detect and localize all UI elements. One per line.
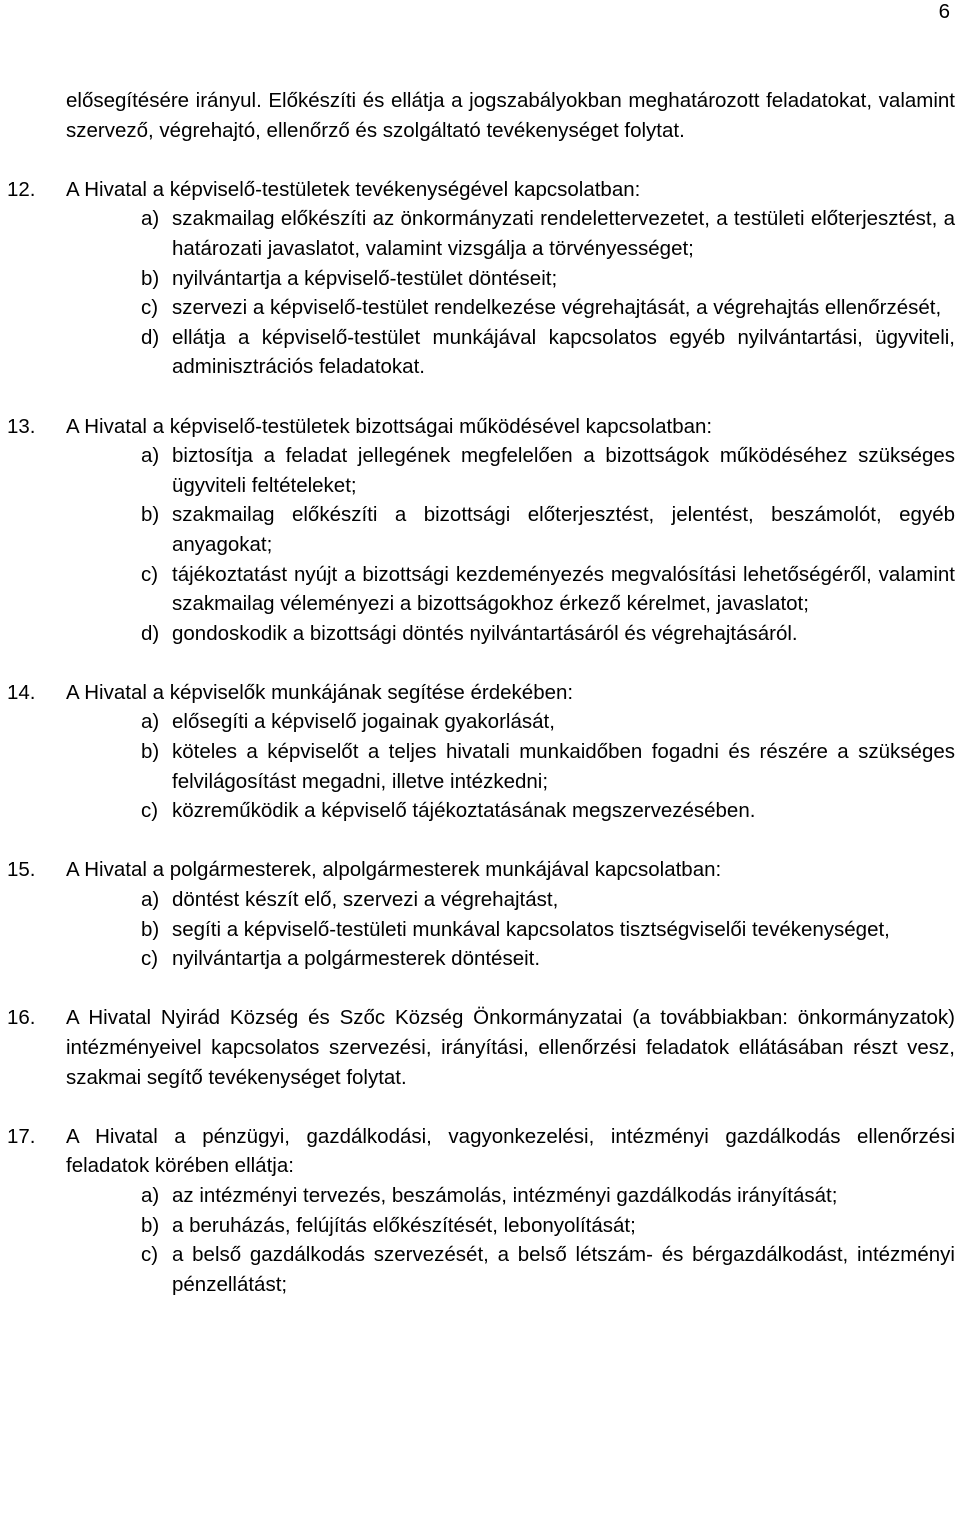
list-item-label: d)	[141, 325, 160, 349]
list-item-label: b)	[141, 503, 160, 527]
list-item	[66, 323, 955, 382]
list-item	[66, 707, 955, 737]
intro-paragraph: elősegítésére irányul. Előkészíti és ellátja a jogszabályokban meghatározott feladatokat, valamint szervező, végrehajtó, ellenőrző és szolgáltató tevékenységet folytat.	[66, 89, 955, 142]
list-item-text: szakmailag előkészíti az önkormányzati rendelettervezetet, a testületi előterjesztést, a határozati javaslatot, valamint vizsgálja a törvényességet;	[172, 207, 955, 260]
list-item-label: a)	[141, 710, 160, 734]
section-number: 13.	[7, 414, 36, 438]
list-item-label: b)	[141, 917, 160, 941]
list-item	[66, 737, 955, 796]
list-item-label: c)	[141, 947, 159, 971]
list-item-text: biztosítja a feladat jellegének megfelelően a bizottságok működéséhez szükséges ügyviteli feltételeket;	[172, 444, 955, 497]
list-item-text: a beruházás, felújítás előkészítését, lebonyolítását;	[172, 1213, 636, 1237]
section-number: 17.	[7, 1124, 36, 1148]
list-item	[66, 500, 955, 559]
list-item-text: nyilvántartja a képviselő-testület döntéseit;	[172, 266, 558, 290]
section-12	[7, 175, 955, 382]
list-item-text: segíti a képviselő-testületi munkával kapcsolatos tisztségviselői tevékenységet,	[172, 917, 890, 941]
list-item-label: c)	[141, 562, 159, 586]
list-item	[66, 293, 955, 323]
section-text: A Hivatal Nyirád Község és Szőc Község Önkormányzatai (a továbbiakban: önkormányzatok) intézményeivel kapcsolatos szervezési, irányítási, ellenőrzési feladatok ellátásában részt vesz, szakmai segítő tevékenységet folytat.	[66, 1006, 955, 1089]
list-item	[66, 560, 955, 619]
section-16	[7, 1003, 955, 1092]
section-text: A Hivatal a képviselő-testületek bizottságai működésével kapcsolatban:	[66, 414, 713, 438]
sections-container	[7, 175, 955, 1300]
list-item-text: az intézményi tervezés, beszámolás, intézményi gazdálkodás irányítását;	[172, 1183, 838, 1207]
list-item-text: ellátja a képviselő-testület munkájával kapcsolatos egyéb nyilvántartási, ügyviteli, adminisztrációs feladatokat.	[172, 325, 955, 379]
list-item	[66, 1211, 955, 1241]
list-item-text: közreműködik a képviselő tájékoztatásának megszervezésében.	[172, 799, 756, 823]
page-number: 6	[938, 0, 950, 23]
list-item-label: c)	[141, 296, 159, 320]
list-item-label: a)	[141, 888, 160, 912]
list-item-label: b)	[141, 740, 160, 764]
list-item-label: b)	[141, 1213, 160, 1237]
section-17	[7, 1122, 955, 1300]
list-item-label: a)	[141, 444, 160, 468]
list-item-label: a)	[141, 1183, 160, 1207]
list-item-text: gondoskodik a bizottsági döntés nyilvántartásáról és végrehajtásáról.	[172, 621, 798, 645]
list-item-text: szervezi a képviselő-testület rendelkezése végrehajtását, a végrehajtás ellenőrzését,	[172, 296, 942, 320]
section-number: 15.	[7, 858, 36, 882]
section-number: 12.	[7, 177, 36, 201]
list-item-label: c)	[141, 1243, 159, 1267]
list-item	[66, 204, 955, 263]
list-item-label: a)	[141, 207, 160, 231]
section-text: A Hivatal a képviselő-testületek tevékenységével kapcsolatban:	[66, 177, 641, 201]
list-item-label: c)	[141, 799, 159, 823]
list-item	[66, 1181, 955, 1211]
list-item-label: d)	[141, 621, 160, 645]
list-item	[66, 441, 955, 500]
section-text: A Hivatal a pénzügyi, gazdálkodási, vagyonkezelési, intézményi gazdálkodás ellenőrzési feladatok körében ellátja:	[66, 1124, 955, 1178]
list-item-text: elősegíti a képviselő jogainak gyakorlását,	[172, 710, 555, 734]
document-body	[7, 86, 955, 1299]
section-15	[7, 855, 955, 973]
section-text: A Hivatal a képviselők munkájának segítése érdekében:	[66, 680, 574, 704]
section-14	[7, 678, 955, 826]
section-text: A Hivatal a polgármesterek, alpolgármesterek munkájával kapcsolatban:	[66, 858, 722, 882]
list-item-text: köteles a képviselőt a teljes hivatali munkaidőben fogadni és részére a szükséges felvilágosítást megadni, illetve intézkedni;	[172, 740, 955, 793]
list-item-text: szakmailag előkészíti a bizottsági előterjesztést, jelentést, beszámolót, egyéb anyagokat;	[172, 503, 955, 556]
list-item	[66, 915, 955, 945]
list-item	[66, 885, 955, 915]
list-item	[66, 1240, 955, 1299]
list-item-text: döntést készít elő, szervezi a végrehajtást,	[172, 888, 559, 912]
list-item-text: nyilvántartja a polgármesterek döntéseit.	[172, 947, 541, 971]
list-item-text: a belső gazdálkodás szervezését, a belső létszám- és bérgazdálkodást, intézményi pénzellátást;	[172, 1243, 955, 1296]
section-number: 16.	[7, 1006, 36, 1030]
list-item	[66, 944, 955, 974]
list-item-text: tájékoztatást nyújt a bizottsági kezdeményezés megvalósítási lehetőségéről, valamint szakmailag véleményezi a bizottságokhoz érkező kérelmet, javaslatot;	[172, 562, 955, 616]
list-item	[66, 796, 955, 826]
list-item-label: b)	[141, 266, 160, 290]
list-item	[66, 619, 955, 649]
list-item	[66, 264, 955, 294]
section-number: 14.	[7, 680, 36, 704]
section-13	[7, 412, 955, 649]
